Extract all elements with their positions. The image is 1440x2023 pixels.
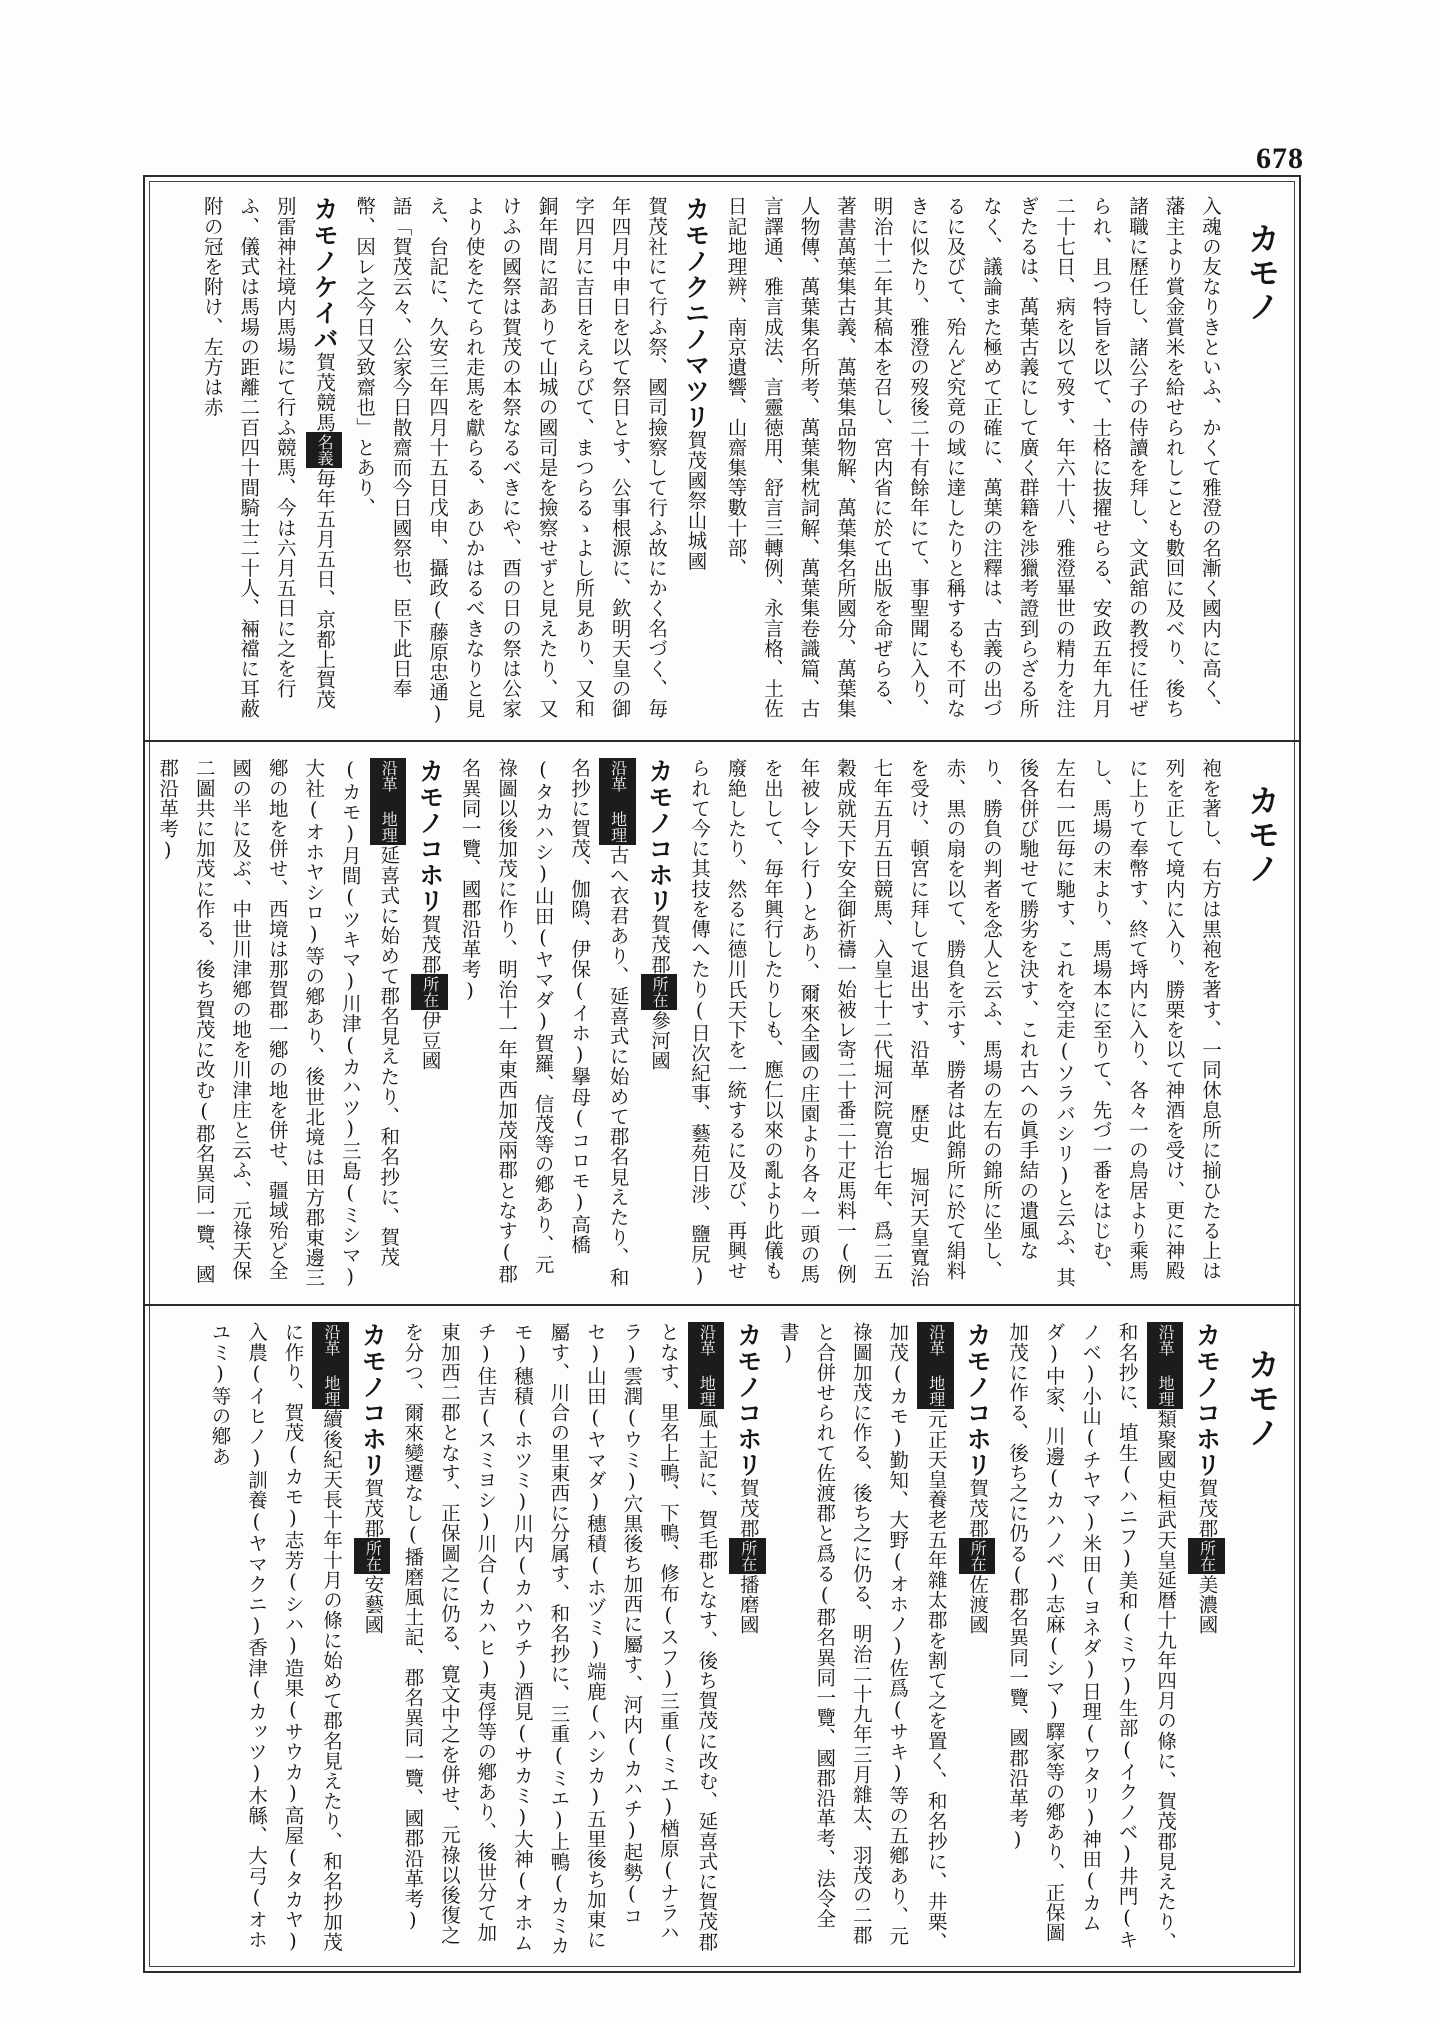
entry-place: 安藝國 <box>361 1574 385 1635</box>
entry-subheading: 賀茂郡 <box>418 914 442 975</box>
entry-heading: カモノコホリ <box>358 1322 388 1478</box>
entry-subheading: 賀茂郡 <box>736 1478 760 1539</box>
entry-label: 沿革 地理 <box>370 758 407 845</box>
band-divider <box>143 1304 1301 1306</box>
entry-heading: カモノコホリ <box>963 1322 993 1478</box>
entry-body: 古へ衣君あり、延喜式に始めて郡名見えたり、和名抄に賀茂、伽隝、伊保(イホ)擧母(コロモ)高橋(タカハシ)山田(ヤマダ)賀羅、信茂等の鄕あり、元祿圖以後加茂に作り、明治十一年東西加茂兩郡となす(郡名異同一覽、國郡沿革考) <box>458 758 630 1288</box>
entry-heading: カモノコホリ <box>415 758 445 914</box>
continuation-text: 入魂の友なりきといふ、かくて雅澄の名漸く國内に高く、藩主より賞金賞米を給せられしことも數回に及べり、後ち諸職に歷任し、諸公子の侍讀を拜し、文武舘の教授に任ぜられ、且つ特旨を以て、士格に抜擢せらる、安政五年九月二十七日、病を以て歿す、年六十八、雅澄畢世の精力を注ぎたるは、萬葉古義にして廣く群籍を渉獵考證到らざる所なく、議論また極めて正確に、萬葉の注釋は、古義の出づるに及びて、殆んど究竟の域に達したりと稱するも不可なきに似たり、雅澄の歿後二十有餘年にて、事聖聞に入り、明治十二年其稿本を召し、宮内省に於て出版を命ぜらる、著書萬葉集古義、萬葉集品物解、萬葉集名所國分、萬葉集人物傳、萬葉集名所考、萬葉集枕詞解、萬葉集卷識篇、古言譯通、雅言成法、言靈徳用、舒言三轉例、永言格、土佐日記地理辨、南京遺響、山齋集等數十部、 <box>724 196 1222 719</box>
entry-body: 賀茂社にて行ふ祭、國司撿察して行ふ故にかく名づく、毎年四月中申日を以て祭日とす、公事根源に、欽明天皇の御字四月に吉日をえらびて、まつらるゝよし所見あり、又和銅年間に詔ありて山城の國司是を撿察せずと見えたり、又けふの國祭は賀茂の本祭なるべきにや、酉の日の祭は公家より使をたてられ走馬を獻らる、あひかはるべきなりと見え、台記に、久安三年四月十五日戊申、攝政(藤原忠通)語「賀茂云々、公家今日散齋而今日國祭也、臣下此日奉幣、因レ之今日又致齋也」とあり、 <box>353 196 669 726</box>
dictionary-entry <box>201 1322 394 1958</box>
entry-heading: カモノクニノマツリ <box>681 196 711 430</box>
entry-place: 參河國 <box>648 1010 672 1071</box>
band-text <box>193 196 1228 728</box>
entry-heading: カモノコホリ <box>1192 1322 1222 1478</box>
entry-subheading: 賀茂郡 <box>361 1478 385 1539</box>
entry-heading: カモノケイバ <box>310 196 340 352</box>
entry-label: 沿革 地理 <box>688 1322 725 1409</box>
entry-place: 山城國 <box>684 510 708 571</box>
entry-label: 沿革 地理 <box>1147 1322 1184 1409</box>
entry-subheading: 賀茂郡 <box>648 914 672 975</box>
entry-body: 延喜式に始めて郡名見えたり、和名抄に、賀茂(カモ)月間(ツキマ)川津(カハツ)三島(ミシマ)大社(オホヤシロ)等の鄕あり、後世北境は田方郡東邊三鄕の地を併せ、西境は那賀郡一鄕の地を併せ、疆域殆ど全國の半に及ぶ、中世川津鄕の地を川津庄と云ふ、元祿天保二圖共に加茂に作る、後ち賀茂に改む(郡名異同一覽、國郡沿革考) <box>156 758 401 1289</box>
entry-place: 播磨國 <box>736 1574 760 1635</box>
group-label: カモノ <box>1243 1348 1281 1450</box>
group-label: カモノ <box>1243 222 1281 324</box>
entry-subheading: 賀茂郡 <box>1195 1478 1219 1539</box>
group-label: カモノ <box>1243 784 1281 886</box>
entry-tag: 所在 <box>959 1538 996 1574</box>
entry-place: 美濃國 <box>1195 1574 1219 1635</box>
entry-body: 元正天皇養老五年雜太郡を割て之を置く、和名抄に、井栗、加茂(カモ)勤知、大野(オホノ)佐爲(サキ)等の五鄕あり、元祿圖加茂に作る、後ち之に仍る、明治二十九年三月雜太、羽茂の二郡と合併せられて佐渡郡と爲る(郡名異同一覽、國郡沿革考、法令全書) <box>776 1322 948 1952</box>
entry-label: 沿革 地理 <box>917 1322 954 1409</box>
entry-place: 伊豆國 <box>418 1010 442 1071</box>
dictionary-entry <box>346 196 717 728</box>
continuation-text: 袍を著し、右方は黒袍を著す、一同休息所に揃ひたる上は列を正して境内に入り、勝栗を以て神酒を受け、更に神殿に上りて奉幣す、終て埓内に入り、各々一の鳥居より乘馬し、馬場の末より、馬場本に至りて、先づ一番をはじむ、左右一匹毎に馳す、これを空走(ソラバシリ)と云ふ、其後各併び馳せて勝劣を決す、これ古への眞手結の遺風なり、勝負の判者を念人と云ふ、馬場の左右の錦所に坐し、赤、黒の扇を以て、勝負を示す、勝者は此錦所に於て絹料を受け、頓宮に拜して退出す、沿革 歷史 堀河天皇寬治七年五月五日競馬、入皇七十二代堀河院寛治七年、爲二五穀成就天下安全御祈禱一始被レ寄二十番二十疋馬料一(例年被レ令レ行)とあり、爾來全國の庄園より各々一頭の馬を出して、毎年興行したりしも、應仁以來の亂より此儀も廢絶したり、然るに德川氏天下を一統するに及び、再興せられて今に其技を傳へたり(日次紀事、藝苑日涉、鹽尻) <box>688 758 1222 1288</box>
entry-tag: 所在 <box>411 974 448 1010</box>
middle-band <box>150 744 1294 1302</box>
entry-label: 沿革 地理 <box>312 1322 349 1409</box>
band-text <box>201 1322 1228 1958</box>
entry-body: 類聚國史桓武天皇延暦十九年四月の條に、賀茂郡見えたり、和名抄に、埴生(ハニフ)美和(ミワ)生部(イクノベ)井門(キノベ)小山(チヤマ)米田(ヨネダ)日理(ワタリ)神田(カムダ)中家、川邊(カハノベ)志麻(シマ)驛家等の鄕あり、正保圖加茂に作る、後ち之に仍る(郡名異同一覽、國郡沿革考) <box>1006 1322 1178 1952</box>
dictionary-entry <box>394 1322 769 1958</box>
dictionary-entry <box>769 1322 998 1958</box>
entry-body: 風土記に、賀毛郡となす、後ち賀茂に改む、延喜式に賀茂郡となす、里名上鴨、下鴨、修布(スフ)三重(ミエ)楢原(ナラハラ)雲潤(ウミ)穴黒後ち加西に屬す、河内(カハチ)起勢(コセ)山田(ヤマダ)穗積(ホヅミ)端鹿(ハシカ)五里後ち加東に屬す、川合の里東西に分属す、和名抄に、三重(ミエ)上鴨(カミカモ)穗積(ホツミ)川内(カハウチ)酒見(サカミ)大神(オホムチ)住吉(スミヨシ)川合(カハヒ)夷俘等の鄕あり、後世分て加東加西二郡となす、正保圖之に仍る、寛文中之を併せ、元祿以後復之を分つ、爾來變遷なし(播磨風土記、郡名異同一覽、國郡沿革考) <box>401 1322 719 1956</box>
band-text <box>150 758 1228 1292</box>
entry-place: 佐渡國 <box>966 1574 990 1635</box>
dictionary-entry <box>999 1322 1228 1958</box>
entry-subheading: 賀茂郡 <box>966 1478 990 1539</box>
entry-subheading: 賀茂競馬 <box>313 352 337 433</box>
dictionary-entry <box>150 758 451 1292</box>
lower-band <box>150 1308 1294 1968</box>
entry-heading: カモノコホリ <box>733 1322 763 1478</box>
entry-tag: 所在 <box>729 1538 766 1574</box>
dictionary-entry <box>451 758 680 1292</box>
entry-subheading: 賀茂國祭 <box>684 430 708 511</box>
entry-tag: 所在 <box>354 1538 391 1574</box>
entry-tag: 所在 <box>1188 1538 1225 1574</box>
upper-band <box>150 182 1294 738</box>
entry-body: 續後紀天長十年十月の條に始めて郡名見えたり、和名抄加茂に作り、賀茂(カモ)志芳(シハ)造果(サウカ)高屋(タカヤ)入農(イヒノ)訓養(ヤマクニ)香津(カッツ)木緜、大弓(オホユミ)等の鄕あ <box>208 1322 343 1953</box>
entry-tag: 名義 <box>306 432 343 468</box>
dictionary-entry <box>193 196 345 728</box>
entry-body: 毎年五月五日、京都上賀茂別雷神社境内馬場にて行ふ競馬、今は六月五日に之を行ふ、儀式は馬場の距離二百四十間騎士二十人、裲襠に耳蔽附の冠を附け、左方は赤 <box>200 196 337 719</box>
entry-label: 沿革 地理 <box>599 758 636 845</box>
entry-heading: カモノコホリ <box>645 758 675 914</box>
page-number: 678 <box>1256 142 1304 175</box>
band-divider <box>143 740 1301 742</box>
entry-tag: 所在 <box>641 974 678 1010</box>
